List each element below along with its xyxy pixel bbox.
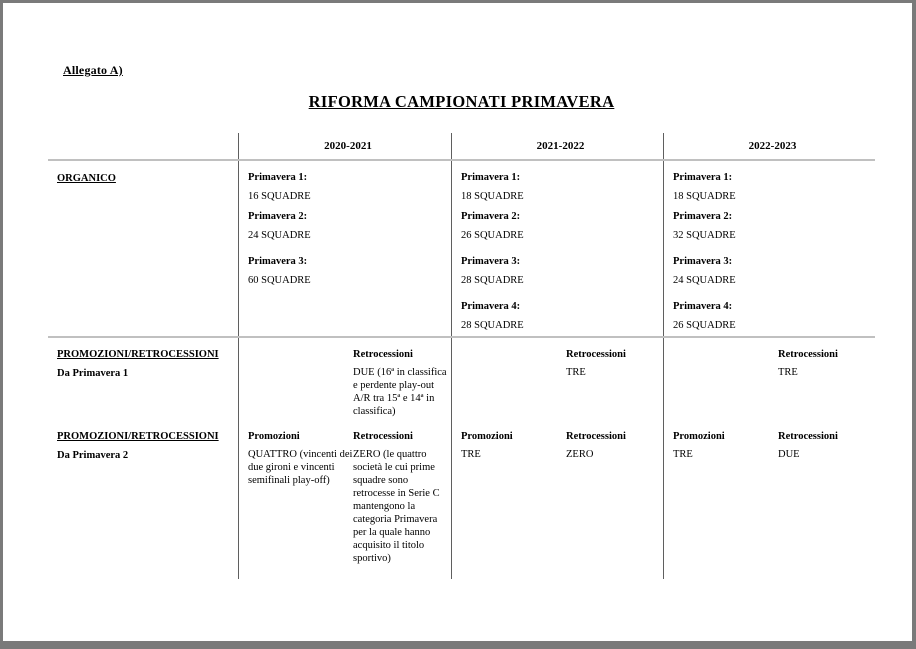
promo2-cell-2022-2023 [663, 420, 875, 579]
entry-value: 26 SQUADRE [673, 320, 736, 331]
primavera-entry [673, 207, 872, 245]
primavera-entry [673, 297, 872, 335]
season-header-2020-2021: 2020-2021 [238, 133, 451, 159]
entry-value: 24 SQUADRE [248, 230, 311, 241]
entry-value: 26 SQUADRE [461, 230, 524, 241]
organico-cell-2022-2023 [663, 161, 875, 336]
entry-value: 28 SQUADRE [461, 320, 524, 331]
promozioni-subcolumn [673, 427, 778, 579]
promo2-sub-label: Da Primavera 2 [57, 450, 129, 461]
promozioni-value: TRE [673, 449, 693, 460]
promo1-cell-2021-2022 [451, 338, 663, 420]
retrocessioni-subcolumn [778, 427, 872, 579]
promo1-row-label: PROMOZIONI/RETROCESSIONI [57, 349, 219, 360]
entry-value: 18 SQUADRE [673, 191, 736, 202]
primavera-entry [461, 168, 660, 206]
retrocessioni-value: TRE [778, 367, 798, 378]
retrocessioni-value: ZERO (le quattro società le cui prime squadre sono retrocesse in Serie C mantengono la categoria Primavera per la quale hanno acquisito il titolo sportivo) [353, 449, 440, 564]
promozioni-subcolumn [461, 427, 566, 579]
entry-label: Primavera 3: [461, 256, 521, 267]
primavera-entry [248, 168, 448, 206]
retrocessioni-header: Retrocessioni [778, 349, 838, 360]
entry-label: Primavera 2: [673, 211, 733, 222]
retrocessioni-header: Retrocessioni [566, 349, 626, 360]
retrocessioni-value: DUE (16ª in classifica e perdente play-out A/R tra 15ª e 14ª in classifica) [353, 367, 447, 417]
promozioni-subcolumn [248, 345, 353, 420]
retrocessioni-header: Retrocessioni [778, 431, 838, 442]
entry-label: Primavera 4: [673, 301, 733, 312]
organico-row [48, 161, 875, 338]
organico-cell-2021-2022 [451, 161, 663, 336]
entry-label: Primavera 1: [673, 172, 733, 183]
primavera-entry [673, 252, 872, 290]
promozioni-header: Promozioni [248, 431, 300, 442]
entry-label: Primavera 1: [461, 172, 521, 183]
entry-label: Primavera 1: [248, 172, 308, 183]
retrocessioni-subcolumn [778, 345, 872, 420]
retrocessioni-subcolumn [566, 427, 660, 579]
promozioni-header: Promozioni [673, 431, 725, 442]
entry-value: 32 SQUADRE [673, 230, 736, 241]
promo1-cell-2022-2023 [663, 338, 875, 420]
retrocessioni-subcolumn [353, 345, 448, 420]
entry-value: 60 SQUADRE [248, 275, 311, 286]
promozioni-header: Promozioni [461, 431, 513, 442]
organico-row-label: ORGANICO [57, 173, 116, 184]
season-header-2022-2023: 2022-2023 [663, 133, 875, 159]
entry-label: Primavera 3: [248, 256, 308, 267]
retrocessioni-subcolumn [353, 427, 448, 579]
reform-table [48, 133, 875, 579]
page-title: RIFORMA CAMPIONATI PRIMAVERA [308, 92, 615, 111]
primavera-entry [248, 252, 448, 290]
retrocessioni-header: Retrocessioni [566, 431, 626, 442]
promo1-label-cell [48, 338, 238, 420]
promozioni-subcolumn [673, 345, 778, 420]
retrocessioni-header: Retrocessioni [353, 431, 413, 442]
organico-label-cell [48, 161, 238, 336]
promo2-label-cell [48, 420, 238, 579]
primavera-entry [461, 252, 660, 290]
primavera-entry [461, 297, 660, 335]
entry-label: Primavera 2: [461, 211, 521, 222]
promozioni-row-primavera-1 [48, 338, 875, 420]
promozioni-subcolumn [461, 345, 566, 420]
organico-cell-2020-2021 [238, 161, 451, 336]
entry-value: 18 SQUADRE [461, 191, 524, 202]
promozioni-subcolumn [248, 427, 353, 579]
primavera-entry [248, 207, 448, 245]
promo2-cell-2021-2022 [451, 420, 663, 579]
promo1-cell-2020-2021 [238, 338, 451, 420]
retrocessioni-value: TRE [566, 367, 586, 378]
promo2-cell-2020-2021 [238, 420, 451, 579]
title-container [48, 92, 875, 112]
season-header-2021-2022: 2021-2022 [451, 133, 663, 159]
table-header-row [48, 133, 875, 161]
retrocessioni-header: Retrocessioni [353, 349, 413, 360]
entry-value: 16 SQUADRE [248, 191, 311, 202]
retrocessioni-value: ZERO [566, 449, 594, 460]
entry-label: Primavera 2: [248, 211, 308, 222]
promozioni-value: TRE [461, 449, 481, 460]
retrocessioni-subcolumn [566, 345, 660, 420]
retrocessioni-value: DUE [778, 449, 800, 460]
entry-label: Primavera 3: [673, 256, 733, 267]
promo1-sub-label: Da Primavera 1 [57, 368, 129, 379]
entry-value: 24 SQUADRE [673, 275, 736, 286]
primavera-entry [673, 168, 872, 206]
entry-label: Primavera 4: [461, 301, 521, 312]
promozioni-row-primavera-2 [48, 420, 875, 579]
promo2-row-label: PROMOZIONI/RETROCESSIONI [57, 431, 219, 442]
promozioni-value: QUATTRO (vincenti dei due gironi e vincenti semifinali play-off) [248, 449, 353, 486]
entry-value: 28 SQUADRE [461, 275, 524, 286]
primavera-entry [461, 207, 660, 245]
header-empty-cell [48, 133, 238, 159]
allegato-label: Allegato A) [63, 63, 123, 77]
